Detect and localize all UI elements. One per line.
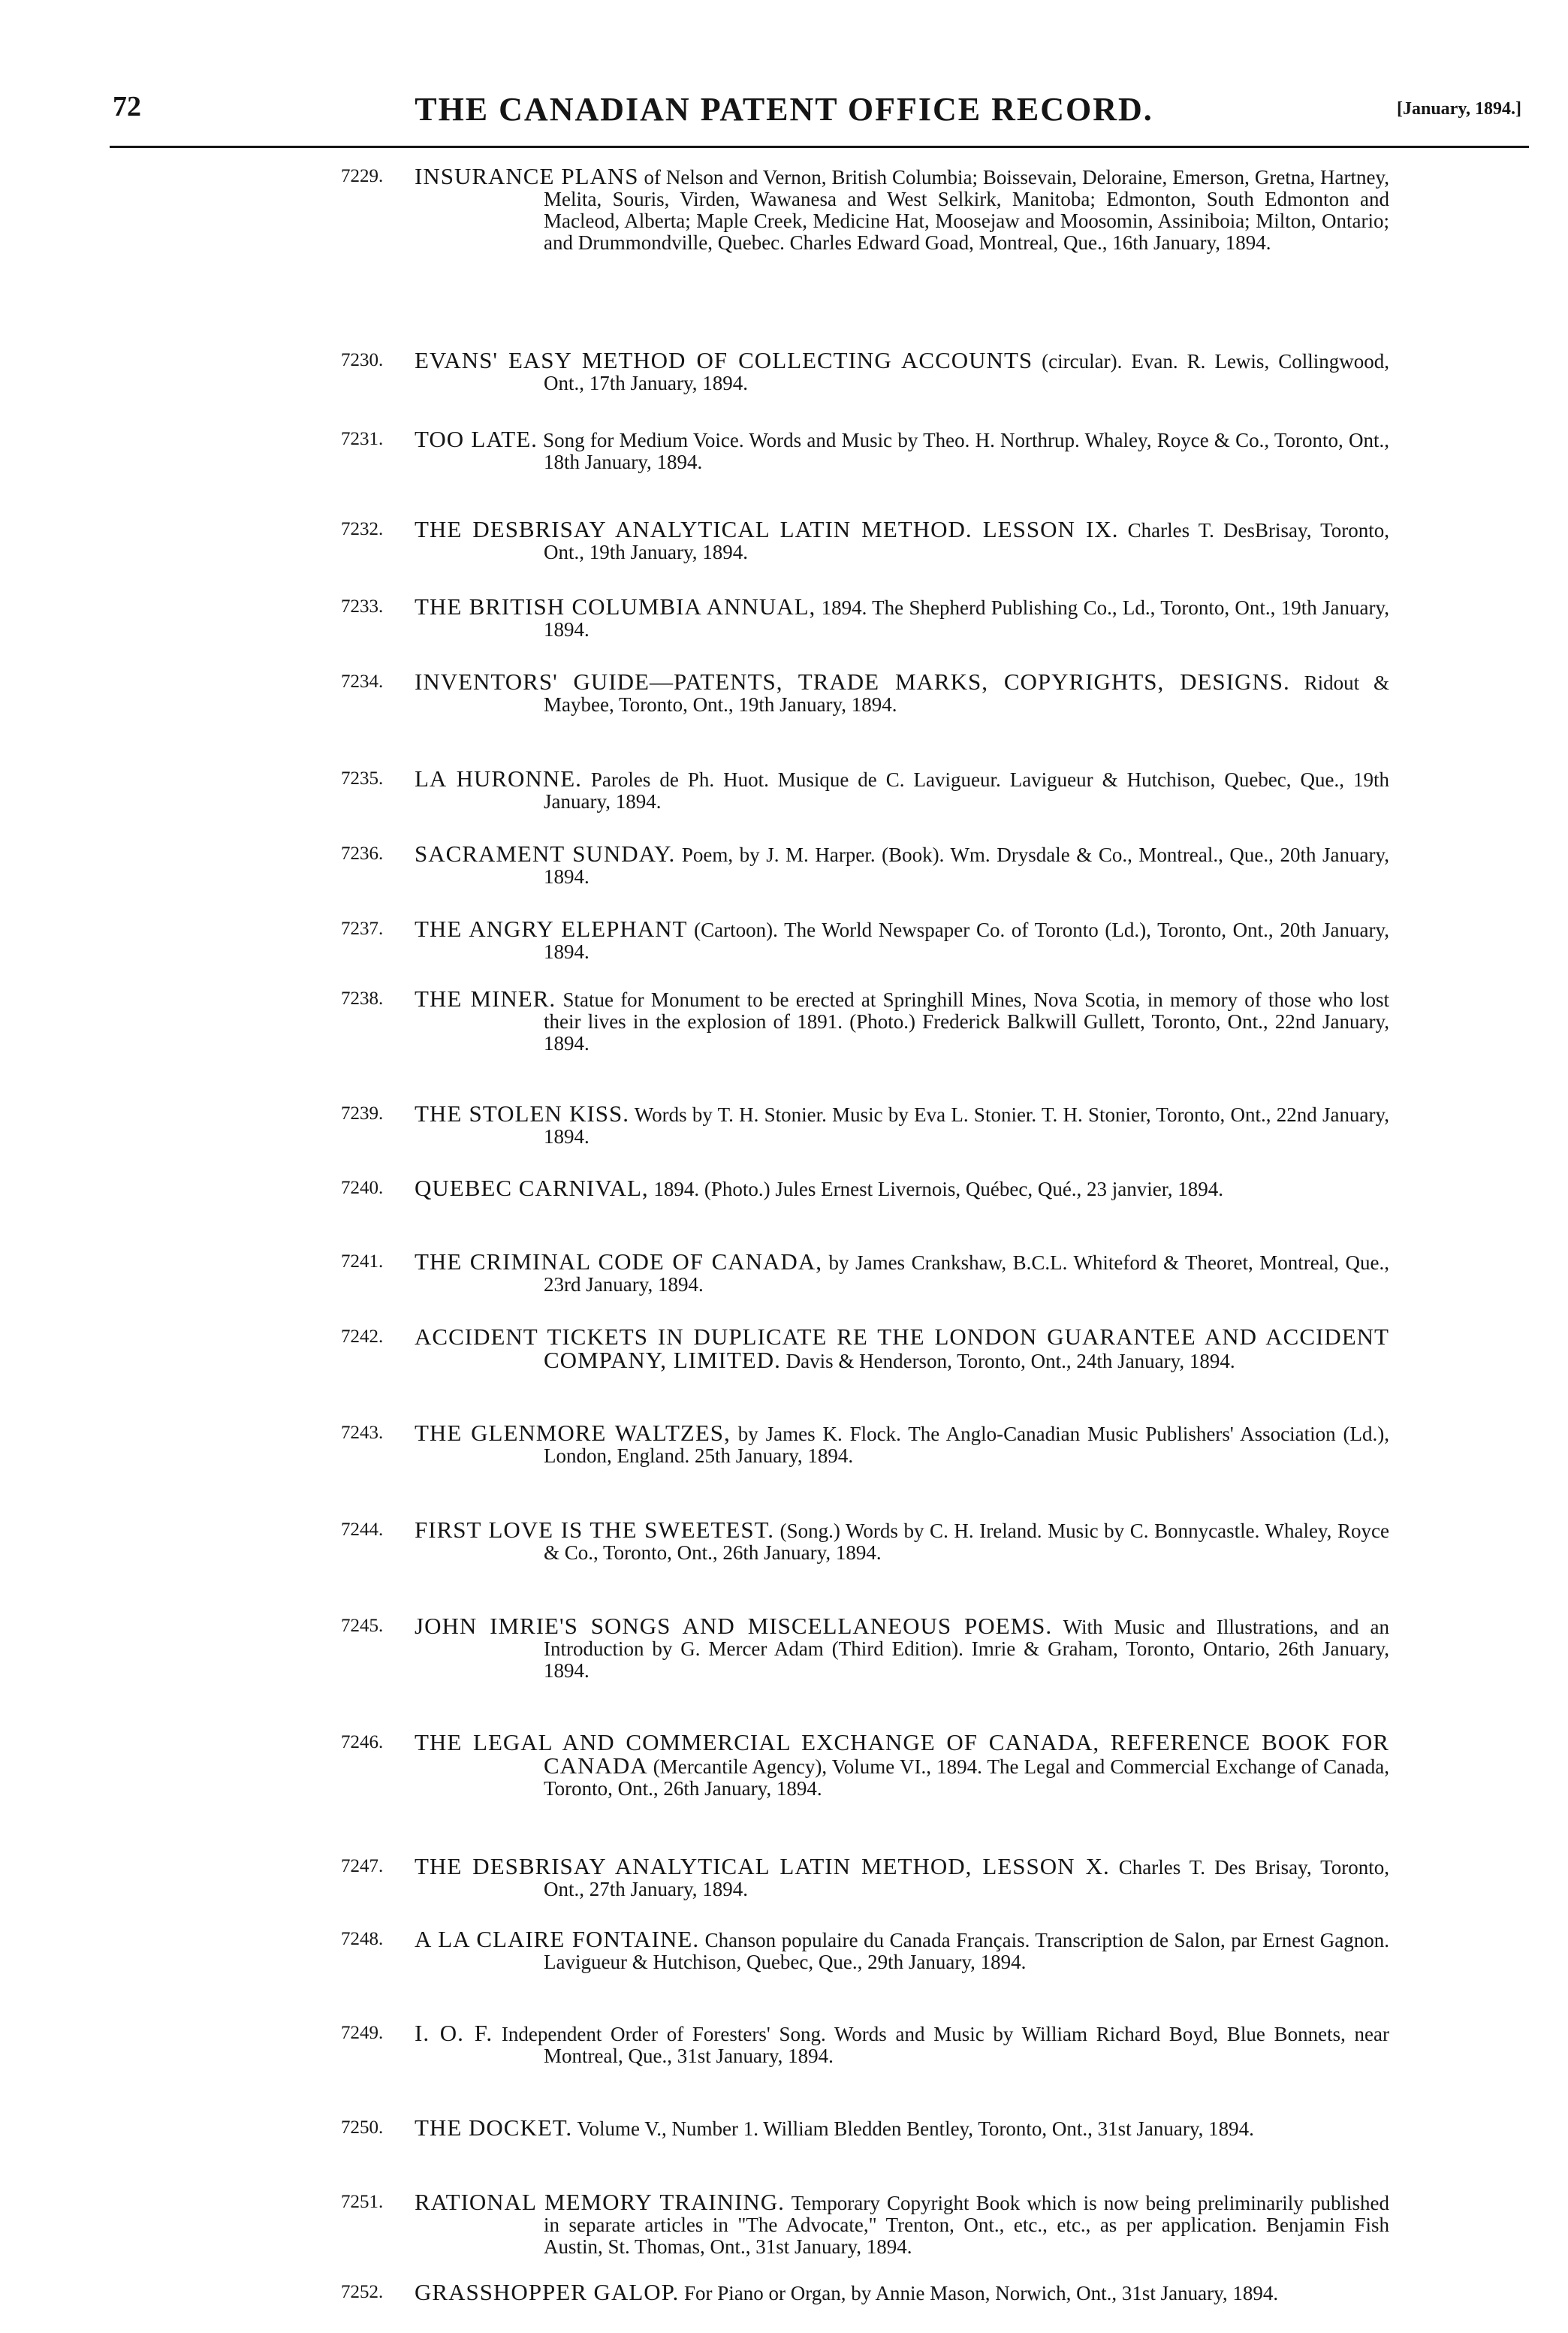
entry-title: GRASSHOPPER GALOP. bbox=[415, 2279, 680, 2305]
entry-number: 7251. bbox=[341, 2192, 384, 2212]
entry-title: RATIONAL MEMORY TRAINING. bbox=[415, 2189, 785, 2215]
entry-body bbox=[415, 1855, 1389, 1900]
entry-text: Poem, by J. M. Harper. (Book). Wm. Drysdale & Co., Montreal., Que., 20th January, 1894. bbox=[544, 844, 1389, 888]
entry-number: 7247. bbox=[341, 1856, 384, 1876]
entry-number: 7232. bbox=[341, 519, 384, 539]
entry-title: A LA CLAIRE FONTAINE. bbox=[415, 1926, 700, 1952]
entry-text: by James Crankshaw, B.C.L. Whiteford & Theoret, Montreal, Que., 23rd January, 1894. bbox=[544, 1251, 1390, 1296]
entry-body bbox=[415, 2114, 1389, 2141]
entry-body bbox=[415, 165, 1389, 254]
entry-text: Statue for Monument to be erected at Springhill Mines, Nova Scotia, in memory of those who lost their lives in the explosion of 1891. (Photo.) Frederick Balkwill Gullett, Toronto, Ont., 22nd January, 1894. bbox=[544, 988, 1389, 1055]
header-rule bbox=[110, 146, 1529, 148]
entry-title: I. O. F. bbox=[415, 2020, 493, 2046]
entry-body bbox=[415, 1615, 1389, 1682]
entry-title: THE MINER. bbox=[415, 985, 556, 1012]
entry-body bbox=[415, 671, 1389, 716]
entry-number: 7235. bbox=[341, 768, 384, 789]
entry-body bbox=[415, 1100, 1390, 1148]
entry-title: ACCIDENT TICKETS IN DUPLICATE RE THE LONDON GUARANTEE AND ACCIDENT COMPANY, LIMITED. bbox=[415, 1323, 1389, 1373]
entry-number: 7239. bbox=[341, 1103, 384, 1124]
entry-title: THE STOLEN KISS. bbox=[415, 1100, 629, 1127]
entry-text: Volume V., Number 1. William Bledden Bentley, Toronto, Ont., 31st January, 1894. bbox=[577, 2117, 1254, 2140]
entry-body bbox=[415, 765, 1389, 813]
entry-body bbox=[415, 2022, 1389, 2067]
entry-title: INVENTORS' GUIDE—PATENTS, TRADE MARKS, COPYRIGHTS, DESIGNS. bbox=[415, 669, 1290, 695]
entry-number: 7248. bbox=[341, 1929, 384, 1949]
entry-title: TOO LATE. bbox=[415, 426, 538, 452]
entry-text: For Piano or Organ, by Annie Mason, Norwich, Ont., 31st January, 1894. bbox=[683, 2282, 1279, 2304]
entry-text: 1894. The Shepherd Publishing Co., Ld., Toronto, Ont., 19th January, 1894. bbox=[544, 596, 1389, 641]
entry-title: THE GLENMORE WALTZES, bbox=[415, 1420, 731, 1446]
entry-text: by James K. Flock. The Anglo-Canadian Music Publishers' Association (Ld.), London, England. 25th January, 1894. bbox=[544, 1423, 1390, 1467]
entry-text: Words by T. H. Stonier. Music by Eva L. Stonier. T. H. Stonier, Toronto, Ont., 22nd January, 1894. bbox=[544, 1103, 1390, 1148]
entry-title: QUEBEC CARNIVAL, bbox=[415, 1175, 649, 1201]
entry-title: THE DOCKET. bbox=[415, 2114, 573, 2141]
entry-body bbox=[415, 918, 1389, 963]
entry-number: 7230. bbox=[341, 350, 384, 370]
page-header bbox=[0, 90, 1568, 143]
entry-title: THE ANGRY ELEPHANT bbox=[415, 916, 688, 942]
entry-title: EVANS' EASY METHOD OF COLLECTING ACCOUNTS bbox=[415, 347, 1033, 373]
entry-text: 1894. (Photo.) Jules Ernest Livernois, Québec, Qué., 23 janvier, 1894. bbox=[653, 1178, 1223, 1200]
entry-title: INSURANCE PLANS bbox=[415, 163, 639, 189]
entry-text: Davis & Henderson, Toronto, Ont., 24th January, 1894. bbox=[786, 1350, 1235, 1372]
issue-date: [January, 1894.] bbox=[1396, 99, 1521, 119]
entry-number: 7231. bbox=[341, 429, 384, 449]
entry-number: 7252. bbox=[341, 2282, 384, 2302]
entry-text: Charles T. DesBrisay, Toronto, Ont., 19th January, 1894. bbox=[544, 519, 1390, 563]
entry-number: 7238. bbox=[341, 988, 384, 1009]
entry-body bbox=[415, 593, 1389, 641]
entry-body bbox=[415, 349, 1389, 394]
entry-title: THE DESBRISAY ANALYTICAL LATIN METHOD. LESSON IX. bbox=[415, 516, 1119, 542]
page-number: 72 bbox=[113, 91, 141, 122]
entry-number: 7229. bbox=[341, 166, 384, 186]
entry-title: LA HURONNE. bbox=[415, 765, 582, 792]
entry-text: With Music and Illustrations, and an Introduction by G. Mercer Adam (Third Edition). Imrie & Graham, Toronto, Ontario, 26th January, 1894. bbox=[544, 1616, 1389, 1682]
entry-text: Song for Medium Voice. Words and Music by Theo. H. Northrup. Whaley, Royce & Co., Toronto, Ont., 18th January, 1894. bbox=[543, 429, 1390, 473]
entry-text: (Mercantile Agency), Volume VI., 1894. The Legal and Commercial Exchange of Canada, Toronto, Ont., 26th January, 1894. bbox=[544, 1755, 1389, 1800]
entry-number: 7233. bbox=[341, 596, 384, 617]
entry-text: of Nelson and Vernon, British Columbia; Boissevain, Deloraine, Emerson, Gretna, Hartney, Melita, Souris, Virden, Wawanesa and West Selkirk, Manitoba; Edmonton, South Edmonton and Macleod, Alberta; Maple Creek, Medicine Hat, Moosejaw and Moosomin, Assiniboia; Milton, Ontario; and Drummondville, Quebec. Charles Edward Goad, Montreal, Que., 16th January, 1894. bbox=[544, 166, 1389, 254]
entry-number: 7242. bbox=[341, 1326, 384, 1347]
entry-text: Independent Order of Foresters' Song. Words and Music by William Richard Boyd, Blue Bonnets, near Montreal, Que., 31st January, 1894. bbox=[501, 2023, 1390, 2067]
entry-number: 7237. bbox=[341, 919, 384, 939]
entry-text: (Song.) Words by C. H. Ireland. Music by C. Bonnycastle. Whaley, Royce & Co., Toronto, Ont., 26th January, 1894. bbox=[544, 1520, 1390, 1564]
entry-body bbox=[415, 2281, 1389, 2304]
entry-body bbox=[415, 2191, 1389, 2258]
entry-body bbox=[415, 1928, 1389, 1973]
entry-title: THE DESBRISAY ANALYTICAL LATIN METHOD, LESSON X. bbox=[415, 1853, 1110, 1879]
entry-number: 7236. bbox=[341, 844, 384, 864]
entry-body bbox=[415, 1248, 1390, 1296]
entry-number: 7249. bbox=[341, 2023, 384, 2043]
entry-title: JOHN IMRIE'S SONGS AND MISCELLANEOUS POEMS. bbox=[415, 1613, 1053, 1639]
entry-body bbox=[415, 1323, 1389, 1373]
entry-body bbox=[415, 1519, 1389, 1564]
entry-body bbox=[415, 985, 1389, 1055]
entry-text: Paroles de Ph. Huot. Musique de C. Lavigueur. Lavigueur & Hutchison, Quebec, Que., 19th January, 1894. bbox=[544, 768, 1389, 813]
entry-text: Charles T. Des Brisay, Toronto, Ont., 27th January, 1894. bbox=[544, 1856, 1389, 1900]
entry-title: FIRST LOVE IS THE SWEETEST. bbox=[415, 1517, 775, 1543]
entry-text: Chanson populaire du Canada Français. Transcription de Salon, par Ernest Gagnon. Lavigueur & Hutchison, Quebec, Que., 29th January, 1894. bbox=[544, 1929, 1389, 1973]
entry-body bbox=[415, 843, 1389, 888]
entry-number: 7241. bbox=[341, 1251, 384, 1272]
journal-title: THE CANADIAN PATENT OFFICE RECORD. bbox=[415, 91, 1153, 128]
entry-number: 7246. bbox=[341, 1732, 384, 1752]
entry-title: THE LEGAL AND COMMERCIAL EXCHANGE OF CANADA, REFERENCE BOOK FOR CANADA bbox=[415, 1729, 1389, 1779]
entry-number: 7240. bbox=[341, 1178, 384, 1198]
entry-body bbox=[415, 1177, 1389, 1200]
entry-title: THE BRITISH COLUMBIA ANNUAL, bbox=[415, 593, 816, 620]
entry-title: THE CRIMINAL CODE OF CANADA, bbox=[415, 1248, 822, 1275]
entry-number: 7244. bbox=[341, 1520, 384, 1540]
entry-number: 7234. bbox=[341, 672, 384, 692]
entry-text: (Cartoon). The World Newspaper Co. of Toronto (Ld.), Toronto, Ont., 20th January, 1894. bbox=[544, 919, 1390, 963]
entry-body bbox=[415, 1422, 1389, 1467]
entry-body bbox=[415, 428, 1389, 473]
entry-number: 7250. bbox=[341, 2117, 384, 2138]
entry-body bbox=[415, 518, 1389, 563]
entry-number: 7245. bbox=[341, 1616, 384, 1636]
entry-text: Ridout & Maybee, Toronto, Ont., 19th January, 1894. bbox=[544, 672, 1389, 716]
entry-title: SACRAMENT SUNDAY. bbox=[415, 841, 676, 867]
entry-text: (circular). Evan. R. Lewis, Collingwood, Ont., 17th January, 1894. bbox=[544, 350, 1389, 394]
entry-text: Temporary Copyright Book which is now being preliminarily published in separate articles in "The Advocate," Trenton, Ont., etc., etc., as per application. Benjamin Fish Austin, St. Thomas, Ont., 31st January, 1894. bbox=[544, 2192, 1389, 2258]
entry-number: 7243. bbox=[341, 1423, 384, 1443]
entry-body bbox=[415, 1731, 1389, 1800]
